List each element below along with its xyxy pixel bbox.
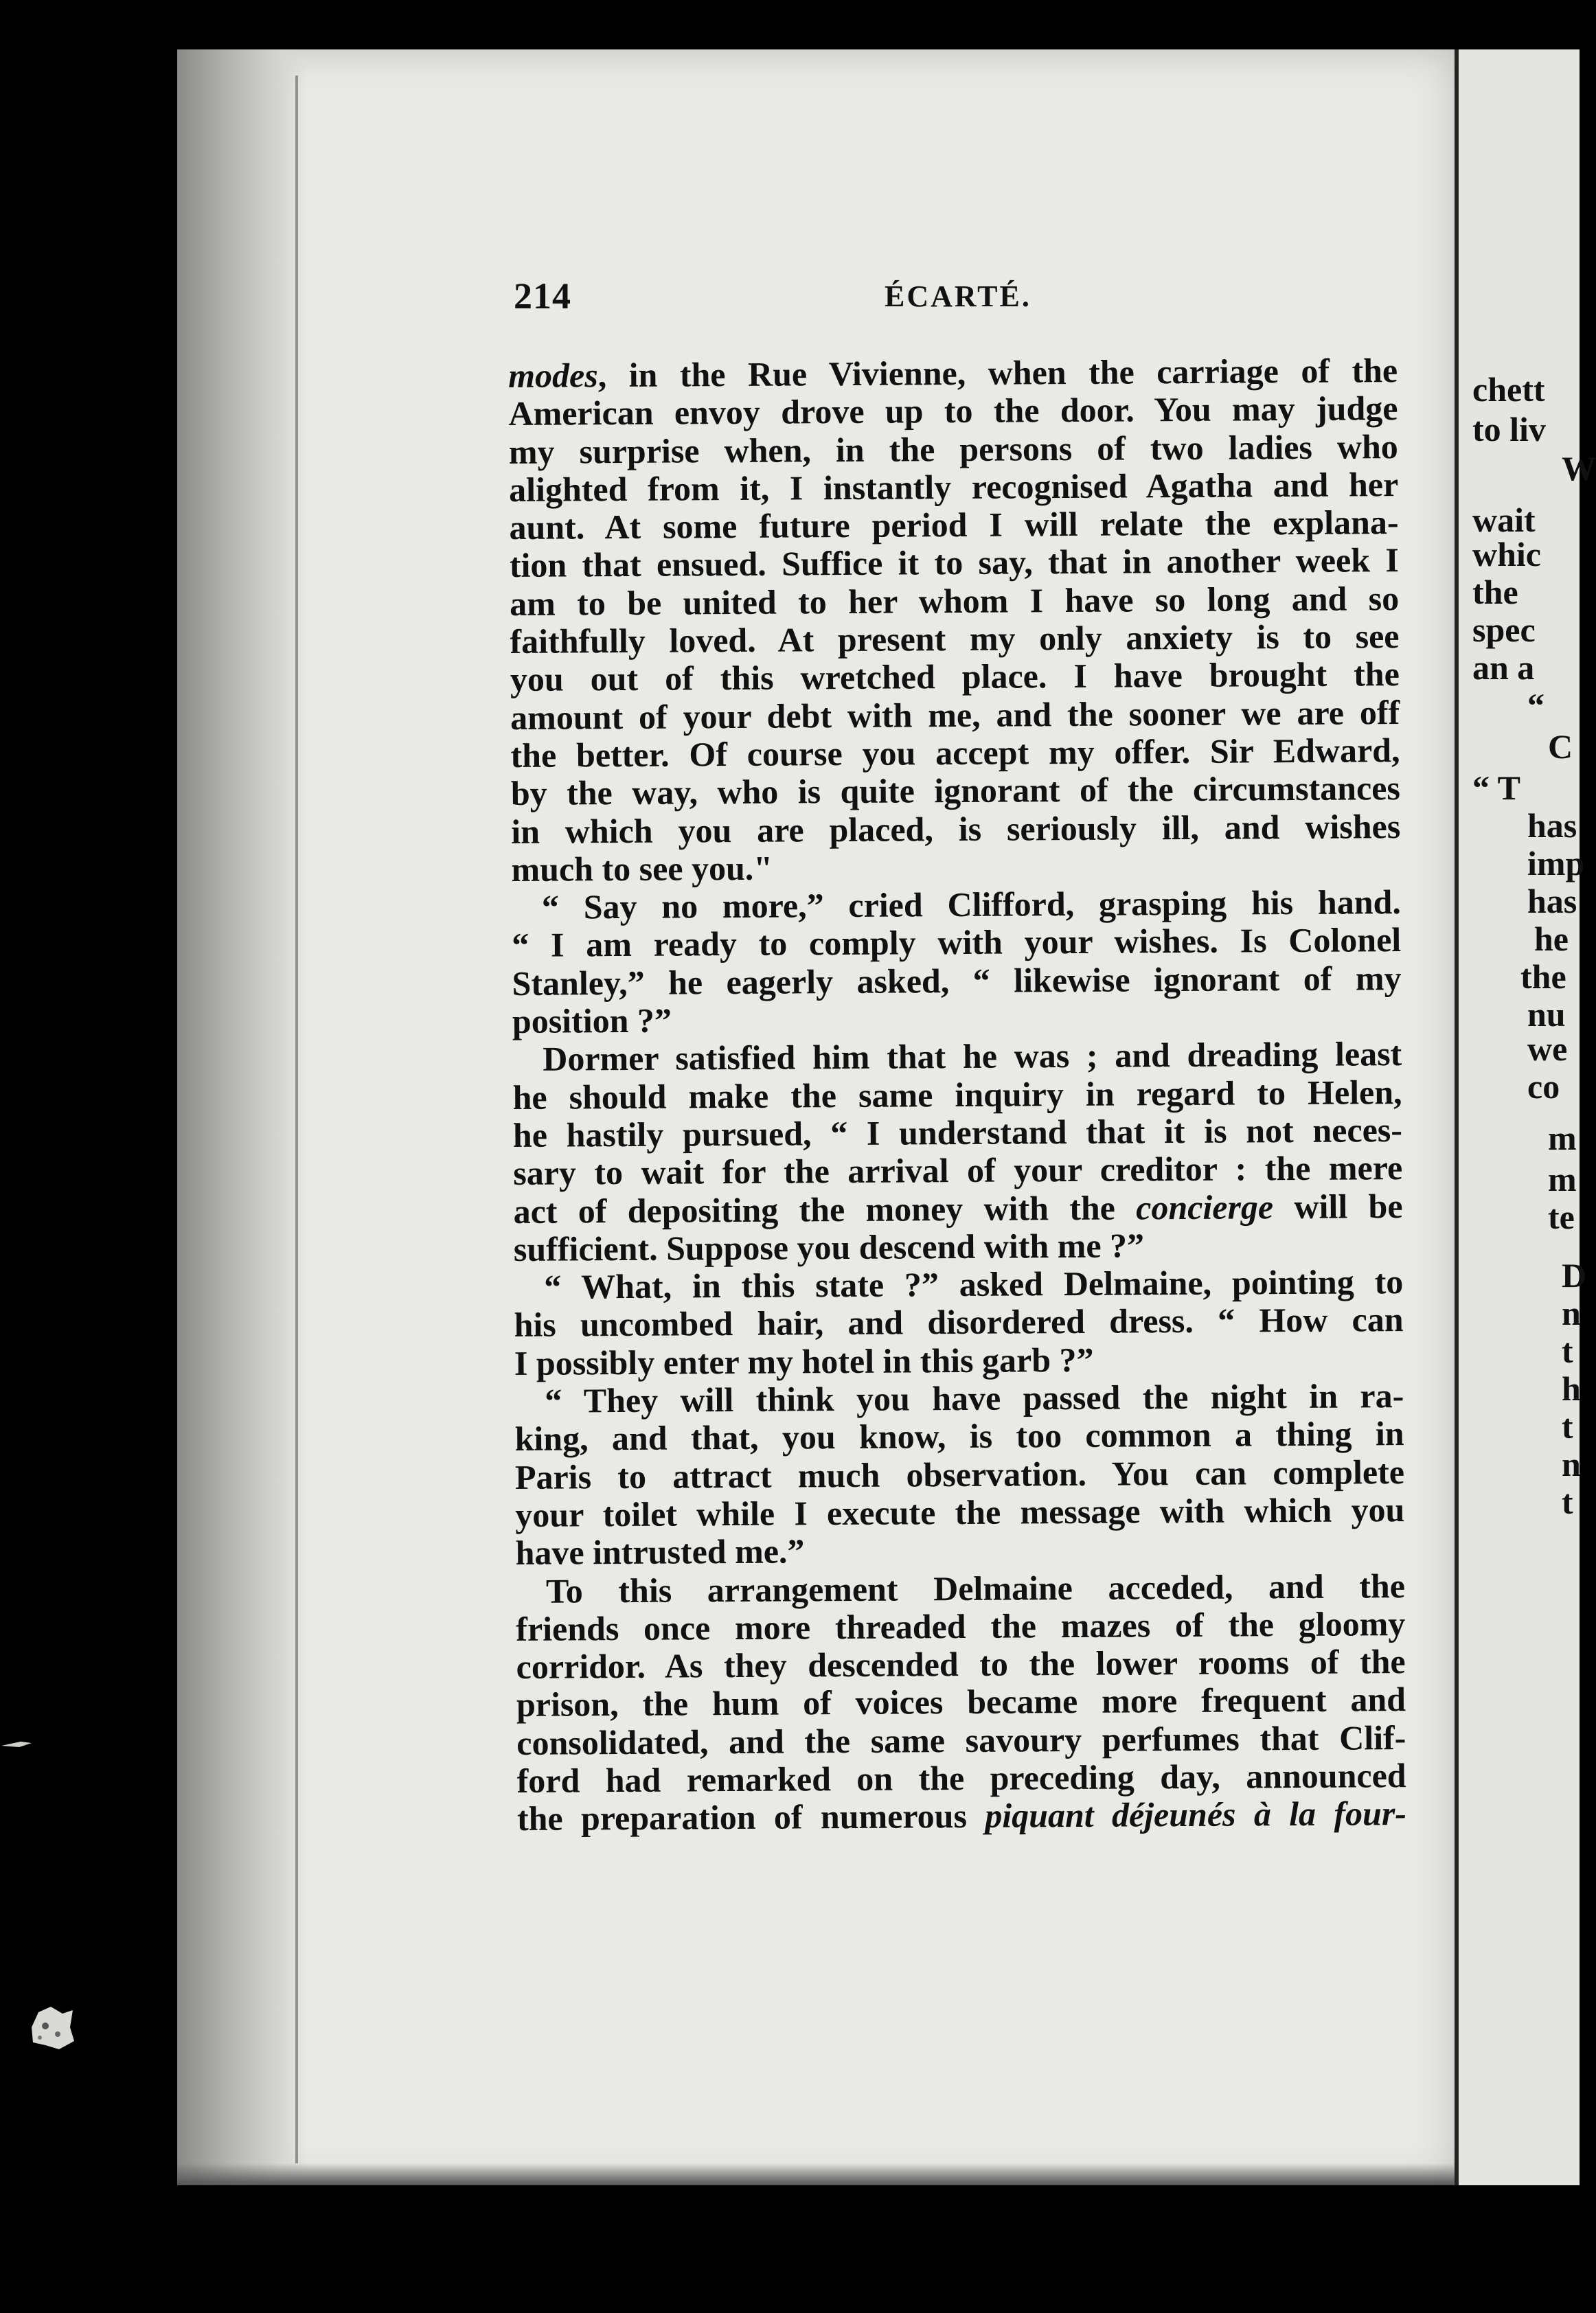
- text-line: [514, 1377, 1404, 1420]
- adjacent-page-text: “ T: [1472, 768, 1520, 807]
- adjacent-page-text: the: [1472, 573, 1518, 611]
- adjacent-page-text: an a: [1472, 648, 1535, 687]
- adjacent-page-text: t: [1562, 1407, 1573, 1446]
- binding-gutter: [177, 49, 308, 2185]
- text-run: he hastily pursued, “ I understand that it is not neces-: [512, 1110, 1403, 1154]
- adjacent-page-text: imp: [1527, 844, 1585, 882]
- text-line: [512, 883, 1401, 926]
- text-line: [515, 1453, 1404, 1496]
- text-line: [512, 1035, 1402, 1078]
- text-line: [513, 1149, 1402, 1192]
- text-line: [514, 1301, 1403, 1344]
- text-run: “ What, in this state ?” asked Delmaine, pointing to: [544, 1262, 1404, 1306]
- text-line: [509, 428, 1398, 471]
- text-run: by the way, who is quite ignorant of the circumstances: [510, 768, 1401, 813]
- gutter-rule: [295, 76, 298, 2163]
- adjacent-page-text: chett: [1472, 370, 1545, 409]
- edge-mark-icon: [0, 1737, 34, 1751]
- text-run: corridor. As they descended to the lower rooms of the: [516, 1642, 1406, 1687]
- adjacent-page-text: h: [1562, 1369, 1581, 1408]
- text-line: [512, 922, 1401, 965]
- text-line: [510, 580, 1399, 623]
- text-line: [514, 1225, 1403, 1268]
- text-line: [511, 769, 1400, 812]
- adjacent-page-text: he: [1534, 920, 1569, 958]
- text-line: [512, 997, 1402, 1040]
- text-line: [512, 959, 1401, 1003]
- text-line: [511, 808, 1400, 851]
- adjacent-page-text: whic: [1472, 535, 1541, 573]
- text-run: American envoy drove up to the door. You may judge: [508, 389, 1398, 433]
- adjacent-page-text: C: [1548, 727, 1573, 766]
- text-run: position ?”: [512, 1001, 672, 1041]
- adjacent-page-text: te: [1548, 1198, 1575, 1236]
- text-run: aunt. At some future period I will relate the explana-: [509, 503, 1399, 547]
- text-run: king, and that, you know, is too common a thing in: [514, 1414, 1404, 1459]
- text-run: Stanley,” he eagerly asked, “ likewise ignorant of my: [512, 958, 1402, 1003]
- text-run: the preparation of numerous: [516, 1797, 985, 1838]
- text-line: [513, 1111, 1402, 1154]
- adjacent-page-text: t: [1562, 1483, 1573, 1521]
- text-line: [509, 466, 1398, 509]
- text-line: [510, 694, 1400, 737]
- text-line: [510, 542, 1399, 585]
- adjacent-page-text: we: [1527, 1029, 1568, 1068]
- text-run: you out of this wretched place. I have brought the: [510, 654, 1400, 699]
- adjacent-page-text: has: [1527, 806, 1577, 845]
- running-title: ÉCARTÉ.: [885, 280, 1031, 313]
- text-run: sary to wait for the arrival of your creditor : the mere: [513, 1148, 1403, 1193]
- text-run: friends once more threaded the mazes of the gloomy: [516, 1604, 1406, 1648]
- text-line: [515, 1529, 1404, 1572]
- adjacent-page-text: n: [1562, 1294, 1581, 1332]
- adjacent-page-text: wait: [1472, 501, 1536, 539]
- adjacent-page-text: D: [1562, 1256, 1587, 1295]
- text-run: am to be united to her whom I have so long and so: [510, 578, 1400, 623]
- adjacent-page-text: has: [1527, 882, 1577, 920]
- text-line: [510, 731, 1400, 775]
- text-line: [516, 1680, 1406, 1724]
- text-line: [514, 1263, 1403, 1306]
- text-run: To this arrangement Delmaine acceded, and the: [545, 1566, 1406, 1610]
- text-line: [513, 1187, 1402, 1231]
- text-run: consolidated, and the same savoury perfumes that Clif-: [516, 1718, 1406, 1762]
- adjacent-page-text: nu: [1527, 995, 1566, 1034]
- adjacent-page-fragment: [1455, 49, 1596, 2185]
- text-run: amount of your debt with me, and the sooner we are off: [510, 692, 1400, 737]
- text-run: alighted from it, I instantly recognised Agatha and her: [509, 464, 1399, 509]
- page-bottom-edge: [177, 2163, 1455, 2185]
- text-run: the better. Of course you accept my offer. Sir Edward,: [510, 731, 1400, 775]
- body-text: [508, 352, 1406, 1838]
- text-line: [516, 1567, 1405, 1610]
- text-run: sufficient. Suppose you descend with me ?”: [513, 1226, 1145, 1268]
- text-run: Paris to attract much observation. You can complete: [514, 1452, 1405, 1496]
- text-run: much to see you.": [511, 848, 773, 889]
- adjacent-page-text: spec: [1472, 611, 1536, 649]
- text-run: in which you are placed, is seriously ill, and wishes: [511, 806, 1401, 851]
- text-line: [517, 1794, 1406, 1838]
- text-run: faithfully loved. At present my only anxiety is to see: [510, 617, 1400, 661]
- adjacent-page-text: n: [1562, 1445, 1581, 1483]
- adjacent-page-text: “: [1527, 686, 1544, 725]
- adjacent-page-text: W: [1562, 449, 1596, 488]
- text-run: prison, the hum of voices became more frequent and: [516, 1680, 1406, 1724]
- running-head: [514, 275, 1400, 323]
- text-line: [516, 1719, 1406, 1762]
- text-line: [516, 1605, 1405, 1648]
- adjacent-page-text: to liv: [1472, 410, 1546, 448]
- text-line: [516, 1643, 1405, 1686]
- paper-blemish-icon: [25, 2000, 80, 2055]
- text-run: have intrusted me.”: [515, 1531, 805, 1573]
- text-run: he should make the same inquiry in regard to Helen,: [512, 1072, 1402, 1117]
- text-line: [511, 845, 1400, 889]
- text-run: “ I am ready to comply with your wishes. Is Colonel: [512, 920, 1402, 965]
- italic-text: concierge: [1136, 1187, 1274, 1227]
- text-line: [510, 655, 1400, 698]
- adjacent-page-text: co: [1527, 1067, 1560, 1106]
- text-run: I possibly enter my hotel in this garb ?”: [514, 1340, 1094, 1382]
- text-line: [514, 1339, 1404, 1382]
- text-run: “ Say no more,” cried Clifford, grasping his hand.: [541, 882, 1402, 926]
- italic-text: piquant déjeunés à la four-: [985, 1794, 1407, 1836]
- text-run: act of depositing the money with the: [513, 1187, 1137, 1231]
- adjacent-page-text: m: [1548, 1160, 1577, 1198]
- text-run: tion that ensued. Suffice it to say, that in another week I: [509, 540, 1400, 585]
- text-run: “ They will think you have passed the night in ra-: [545, 1376, 1404, 1420]
- text-run: your toilet while I execute the message with which you: [515, 1490, 1405, 1534]
- text-run: ford had remarked on the preceding day, announced: [516, 1756, 1406, 1800]
- page-number: 214: [514, 275, 571, 317]
- text-run: Dormer satisfied him that he was ; and dreading least: [543, 1034, 1402, 1079]
- italic-text: modes: [508, 356, 598, 395]
- text-run: will be: [1273, 1186, 1403, 1226]
- adjacent-page-text: the: [1520, 957, 1566, 996]
- text-line: [515, 1491, 1404, 1534]
- text-line: [514, 1415, 1404, 1458]
- text-line: [516, 1757, 1406, 1800]
- text-line: [508, 352, 1398, 395]
- adjacent-page-text: t: [1562, 1332, 1573, 1370]
- text-line: [510, 617, 1399, 661]
- text-run: , in the Rue Vivienne, when the carriage of the: [597, 351, 1398, 395]
- text-line: [508, 389, 1398, 433]
- text-run: my surprise when, in the persons of two ladies who: [508, 426, 1398, 471]
- text-line: [512, 1073, 1402, 1117]
- adjacent-page-text: m: [1548, 1119, 1577, 1157]
- text-line: [509, 503, 1398, 547]
- text-run: his uncombed hair, and disordered dress. “ How can: [514, 1300, 1404, 1345]
